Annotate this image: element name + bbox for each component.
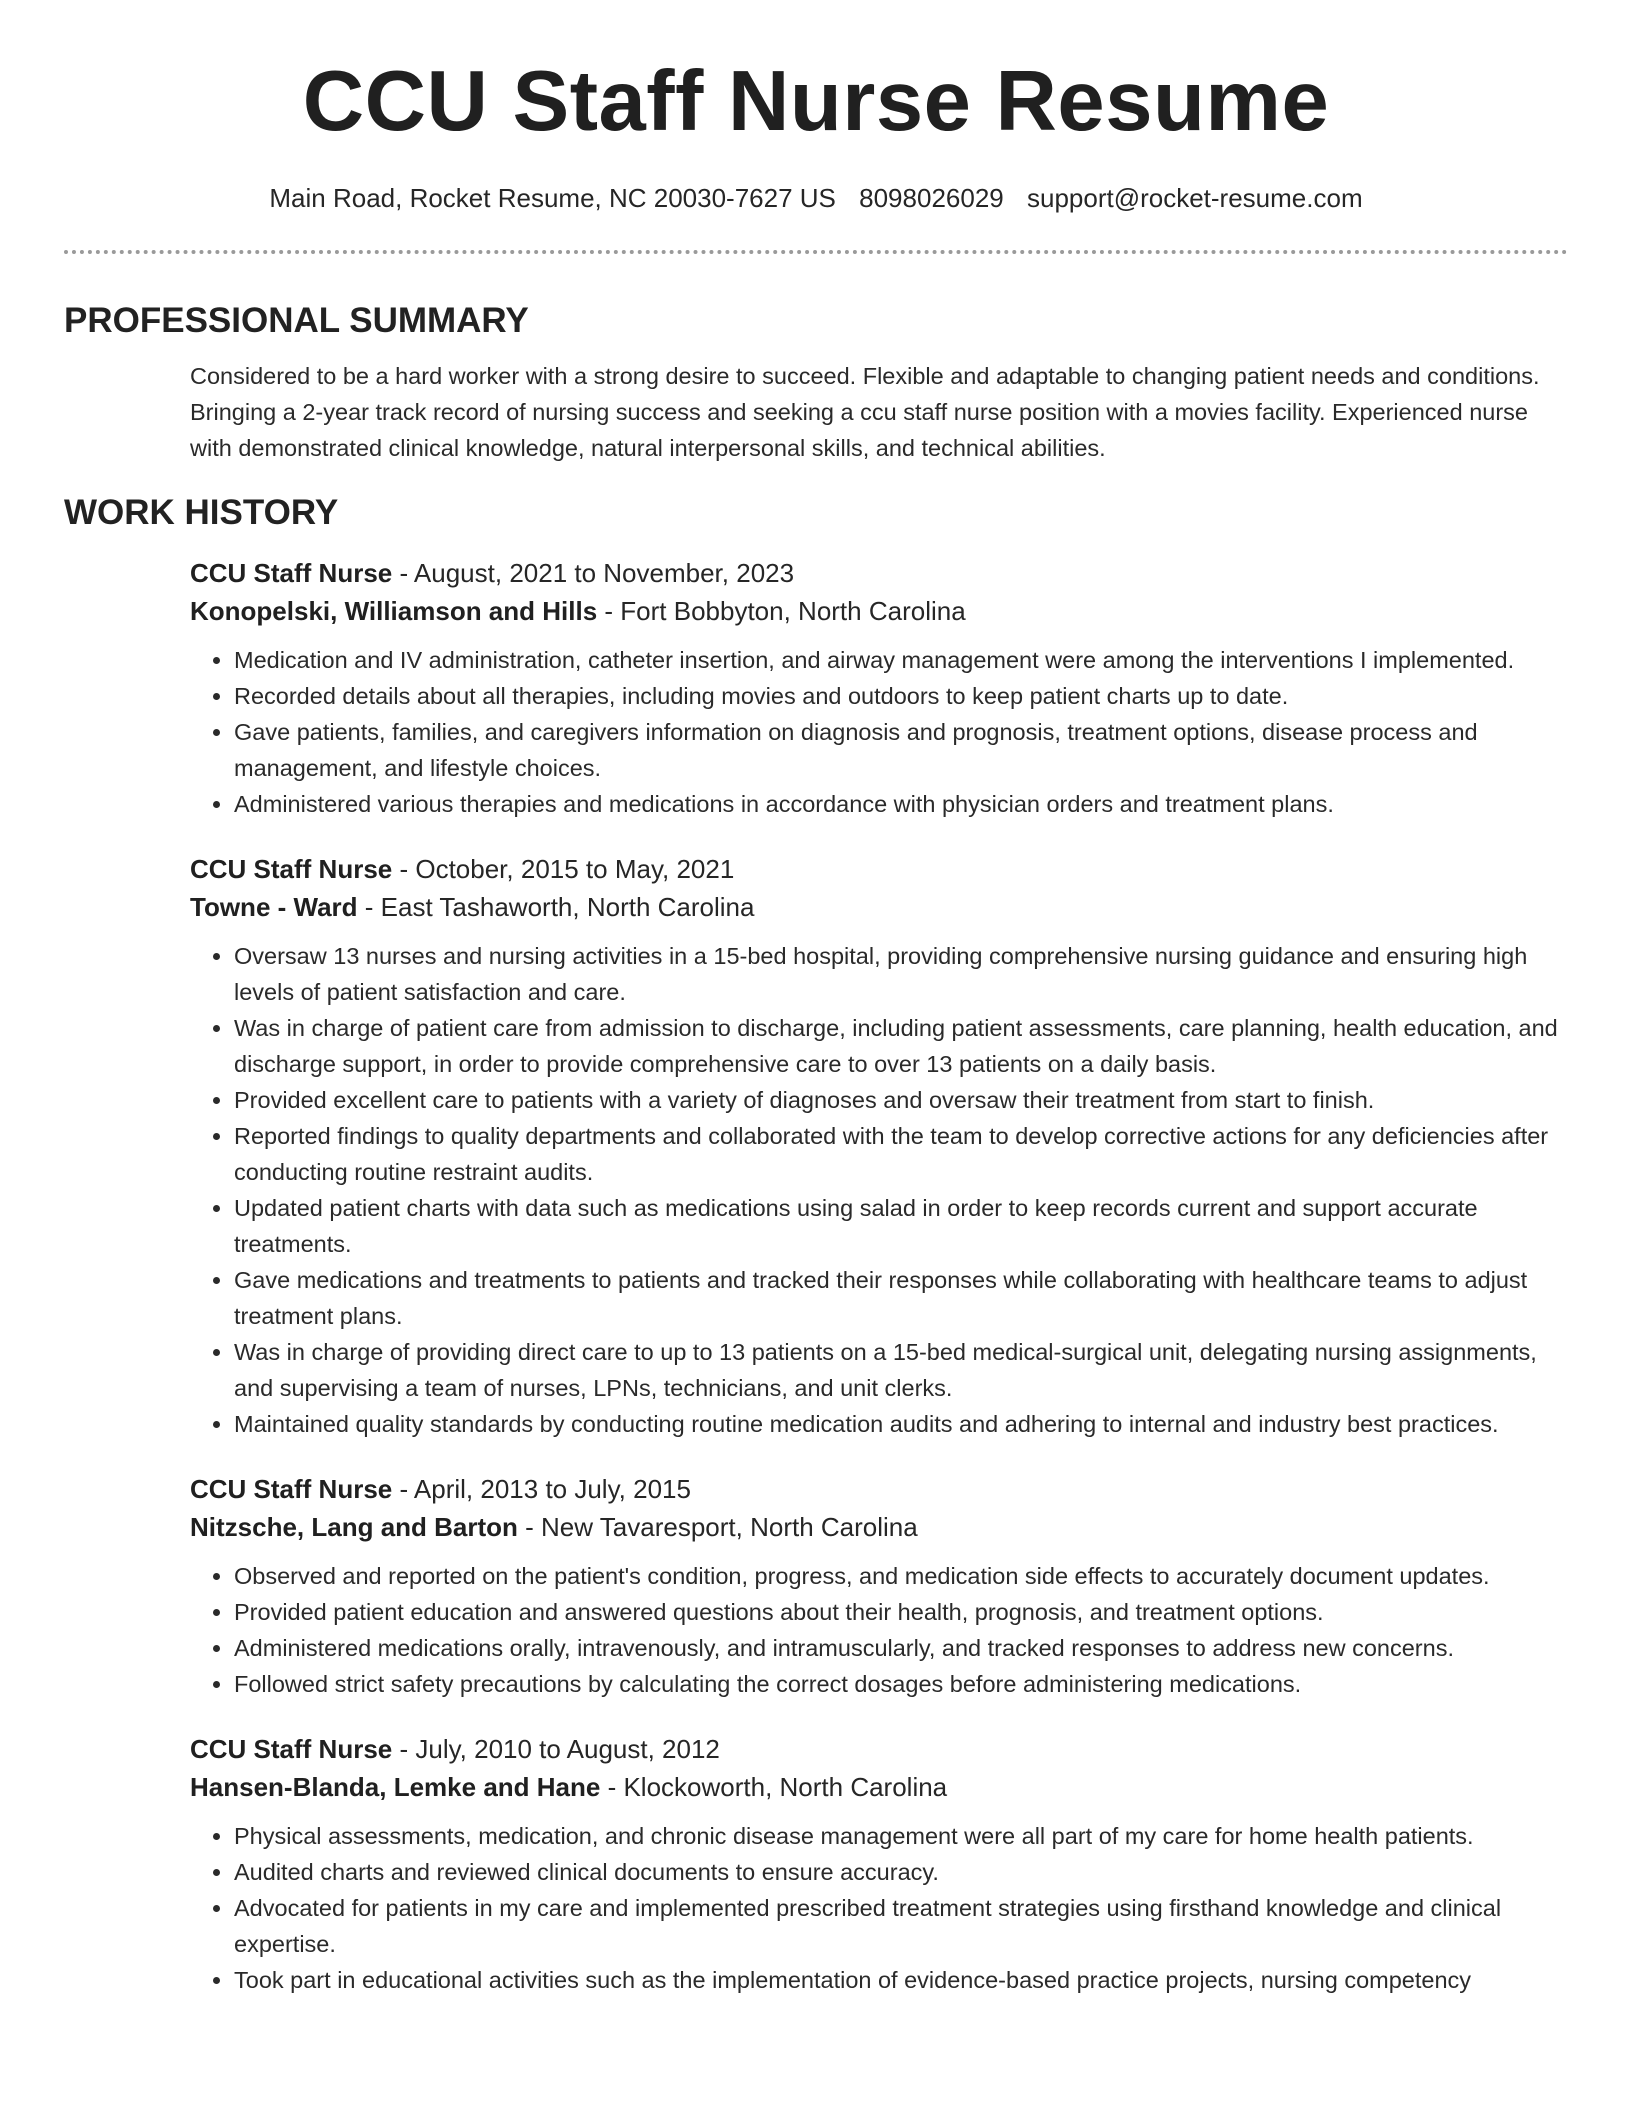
resume-title: CCU Staff Nurse Resume <box>302 54 1330 149</box>
job-role: CCU Staff Nurse <box>190 854 393 884</box>
job-location: - East Tashaworth, North Carolina <box>357 892 755 922</box>
job-bullet: • Was in charge of providing direct care to up to 13 patients on a 15-bed medical-surgical unit, delegating nursing assignments, and supervising a team of nurses, LPNs, technicians, and unit clerks. <box>234 1334 1568 1406</box>
job-bullet: • Administered various therapies and medications in accordance with physician orders and treatment plans. <box>234 786 1568 822</box>
work-history-heading: WORK HISTORY <box>64 493 339 532</box>
job-title-line <box>190 850 1568 888</box>
header-divider <box>64 250 1568 254</box>
job-location: - Fort Bobbyton, North Carolina <box>597 596 966 626</box>
job-company-line <box>190 592 1568 630</box>
job-bullet-list <box>190 1558 1568 1702</box>
job-company-line <box>190 888 1568 926</box>
job-bullet: • Oversaw 13 nurses and nursing activities in a 15-bed hospital, providing comprehensive nursing guidance and ensuring high levels of patient satisfaction and care. <box>234 938 1568 1010</box>
job-company: Towne - Ward <box>190 892 358 922</box>
job-bullet: • Medication and IV administration, catheter insertion, and airway management were among the interventions I implemented. <box>234 642 1568 678</box>
job-entry <box>190 1730 1568 1998</box>
job-bullet: • Audited charts and reviewed clinical documents to ensure accuracy. <box>234 1854 1568 1890</box>
job-bullet: • Provided excellent care to patients with a variety of diagnoses and oversaw their treatment from start to finish. <box>234 1082 1568 1118</box>
job-bullet-list <box>190 642 1568 822</box>
summary-heading: PROFESSIONAL SUMMARY <box>64 301 529 340</box>
job-dates: - April, 2013 to July, 2015 <box>392 1474 691 1504</box>
contact-line <box>0 180 1632 216</box>
job-location: - Klockoworth, North Carolina <box>600 1772 948 1802</box>
job-bullet: • Gave patients, families, and caregivers information on diagnosis and prognosis, treatment options, disease process and management, and lifestyle choices. <box>234 714 1568 786</box>
job-bullet: • Recorded details about all therapies, including movies and outdoors to keep patient charts up to date. <box>234 678 1568 714</box>
job-bullet: • Followed strict safety precautions by calculating the correct dosages before administering medications. <box>234 1666 1568 1702</box>
job-bullet-list <box>190 1818 1568 1998</box>
job-role: CCU Staff Nurse <box>190 1474 393 1504</box>
job-bullet: • Physical assessments, medication, and chronic disease management were all part of my care for home health patients. <box>234 1818 1568 1854</box>
job-dates: - October, 2015 to May, 2021 <box>392 854 735 884</box>
job-role: CCU Staff Nurse <box>190 558 393 588</box>
job-bullet: • Updated patient charts with data such as medications using salad in order to keep records current and support accurate treatments. <box>234 1190 1568 1262</box>
job-bullet: • Reported findings to quality departments and collaborated with the team to develop corrective actions for any deficiencies after conducting routine restraint audits. <box>234 1118 1568 1190</box>
resume-content <box>64 296 1568 1998</box>
job-bullet: • Provided patient education and answered questions about their health, prognosis, and treatment options. <box>234 1594 1568 1630</box>
job-company: Konopelski, Williamson and Hills <box>190 596 598 626</box>
job-bullet: • Maintained quality standards by conducting routine medication audits and adhering to internal and industry best practices. <box>234 1406 1568 1442</box>
phone-text: 8098026029 <box>859 183 1004 213</box>
job-title-line <box>190 1470 1568 1508</box>
job-company-line <box>190 1768 1568 1806</box>
job-dates: - July, 2010 to August, 2012 <box>392 1734 720 1764</box>
job-entry <box>190 1470 1568 1702</box>
job-bullet: • Administered medications orally, intravenously, and intramuscularly, and tracked responses to address new concerns. <box>234 1630 1568 1666</box>
job-role: CCU Staff Nurse <box>190 1734 393 1764</box>
job-title-line <box>190 554 1568 592</box>
email-link[interactable]: support@rocket-resume.com <box>1026 183 1363 213</box>
job-title-line <box>190 1730 1568 1768</box>
address-text: Main Road, Rocket Resume, NC 20030-7627 US <box>269 183 836 213</box>
job-bullet: • Took part in educational activities such as the implementation of evidence-based practice projects, nursing competency <box>234 1962 1568 1998</box>
job-dates: - August, 2021 to November, 2023 <box>392 558 795 588</box>
summary-text: Considered to be a hard worker with a strong desire to succeed. Flexible and adaptable to changing patient needs and conditions. Bringing a 2-year track record of nursing success and seeking a ccu staff nurse position with a movies facility. Experienced nurse with demonstrated clinical knowledge, natural interpersonal skills, and technical abilities. <box>190 363 1540 461</box>
job-bullet: • Advocated for patients in my care and implemented prescribed treatment strategies using firsthand knowledge and clinical expertise. <box>234 1890 1568 1962</box>
job-bullet: • Gave medications and treatments to patients and tracked their responses while collaborating with healthcare teams to adjust treatment plans. <box>234 1262 1568 1334</box>
job-bullet: • Was in charge of patient care from admission to discharge, including patient assessments, care planning, health education, and discharge support, in order to provide comprehensive care to over 13 patients on a daily basis. <box>234 1010 1568 1082</box>
job-entry <box>190 850 1568 1442</box>
job-company-line <box>190 1508 1568 1546</box>
job-entry <box>190 554 1568 822</box>
job-bullet: • Observed and reported on the patient's condition, progress, and medication side effects to accurately document updates. <box>234 1558 1568 1594</box>
job-company: Hansen-Blanda, Lemke and Hane <box>190 1772 601 1802</box>
job-company: Nitzsche, Lang and Barton <box>190 1512 518 1542</box>
job-bullet-list <box>190 938 1568 1442</box>
job-location: - New Tavaresport, North Carolina <box>517 1512 918 1542</box>
